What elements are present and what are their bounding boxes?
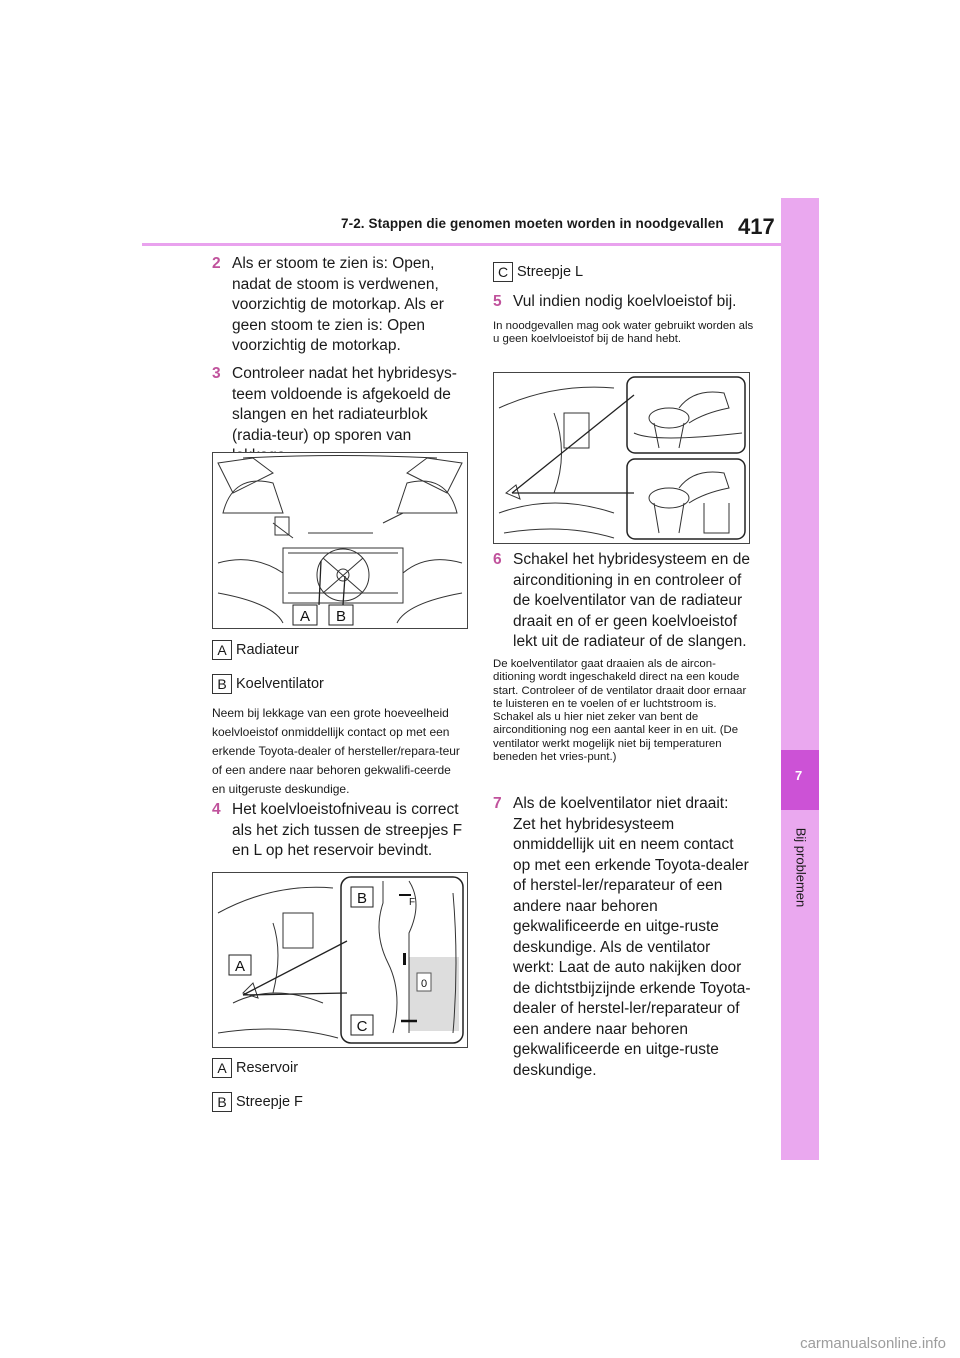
legend-badge: A xyxy=(212,1058,232,1078)
legend-badge: A xyxy=(212,640,232,660)
legend-radiateur xyxy=(212,640,299,660)
legend-badge: C xyxy=(493,262,513,282)
figure1-label-b: B xyxy=(335,608,347,625)
step-4 xyxy=(212,800,467,862)
figure-filling xyxy=(493,372,750,544)
figure2-label-a: A xyxy=(234,958,246,975)
step-text: Schakel het hybridesysteem en de airconditioning in en controleer of de koelventilator van de radiateur draait en of er geen koelvloeistof lekt uit de radiateur of de slangen. xyxy=(513,551,750,650)
figure-reservoir xyxy=(212,872,468,1048)
step-number: 7 xyxy=(493,795,502,812)
step-number: 5 xyxy=(493,293,502,310)
step-7 xyxy=(493,794,753,1081)
page-number: 417 xyxy=(738,214,775,239)
note-water: In noodgevallen mag ook water gebruikt worden als u geen koelvloeistof bij de hand hebt. xyxy=(493,320,754,346)
step-number: 3 xyxy=(212,365,221,382)
mark-zero: 0 xyxy=(420,978,428,990)
reservoir-illustration xyxy=(213,873,467,1047)
figure1-label-a: A xyxy=(299,608,311,625)
figure2-label-c: C xyxy=(356,1018,368,1035)
step-text: Controleer nadat het hybridesys-teem voldoende is afgekoeld de slangen en het radiateurblok (radia-teur) op sporen van xyxy=(232,365,457,444)
step-6 xyxy=(493,550,753,653)
legend-text: Radiateur xyxy=(236,642,299,658)
engine-bay-illustration xyxy=(213,453,467,628)
legend-text: Streepje L xyxy=(517,264,584,280)
figure2-label-b: B xyxy=(356,890,368,907)
legend-reservoir xyxy=(212,1058,298,1078)
filling-illustration xyxy=(494,373,749,543)
step-text: Als er stoom te zien is: Open, nadat de stoom is verdwenen, voorzichtig de motorkap. Als er geen stoom te zien is: Open voorzichtig de motorkap. xyxy=(232,255,444,354)
step-text: Het koelvloeistofniveau is correct als het zich tussen de streepjes F en L op het reservoir bevindt. xyxy=(232,801,463,859)
figure-engine-bay xyxy=(212,452,468,629)
legend-badge: B xyxy=(212,674,232,694)
step-text: Vul indien nodig koelvloeistof bij. xyxy=(513,293,737,310)
step-text: Als de koelventilator niet draait: Zet het hybridesysteem onmiddellijk uit en neem contact op met een erkende Toyota-dealer of herstel-ler/reparateur of een andere naar behoren gekwalificeerde en uitge-ruste deskundige. Als de ventilator werkt: Laat de auto nakijken door de dichtstbijzijnde erkende Toyota-dealer of herstel-ler/reparateur of een andere naar behoren gekwalificeerde en uitge-ruste deskundige. xyxy=(513,795,751,1079)
legend-streepje-l xyxy=(493,262,583,282)
header-rule xyxy=(142,243,782,246)
legend-text: Koelventilator xyxy=(236,676,324,692)
legend-text: Reservoir xyxy=(236,1060,299,1076)
legend-badge: B xyxy=(212,1092,232,1112)
chapter-label: Bij problemen xyxy=(793,827,809,908)
legend-text: Streepje F xyxy=(236,1094,303,1110)
watermark: carmanualsonline.info xyxy=(800,1335,946,1352)
step-number: 2 xyxy=(212,255,221,272)
chapter-number: 7 xyxy=(795,768,803,783)
note-leakage: Neem bij lekkage van een grote hoeveelheid koelvloeistof onmiddellijk contact op met een erkende Toyota-dealer of hersteller/repara-teur of een andere naar behoren gekwalifi-ceerde en uitgeruste deskundige. xyxy=(212,706,460,796)
legend-koelventilator xyxy=(212,674,324,694)
chapter-tab xyxy=(781,198,819,1160)
legend-streepje-f xyxy=(212,1092,303,1112)
section-title: 7-2. Stappen die genomen moeten worden in noodgevallen xyxy=(341,216,724,231)
step-number: 6 xyxy=(493,551,502,568)
mark-f: F xyxy=(409,897,416,908)
step-2 xyxy=(212,254,467,357)
note-fan: De koelventilator gaat draaien als de aircon-ditioning wordt ingeschakeld direct na een koude start. Controleer of de ventilator draait door ernaar te luisteren en te voelen of er luchtstroom is. Schakel als u hier niet zeker van bent de airconditioning nog een aantal keer in en uit. (De ventilator werkt mogelijk niet bij temperaturen beneden het vries-punt.) xyxy=(493,658,747,764)
step-5 xyxy=(493,292,753,313)
step-number: 4 xyxy=(212,801,221,818)
